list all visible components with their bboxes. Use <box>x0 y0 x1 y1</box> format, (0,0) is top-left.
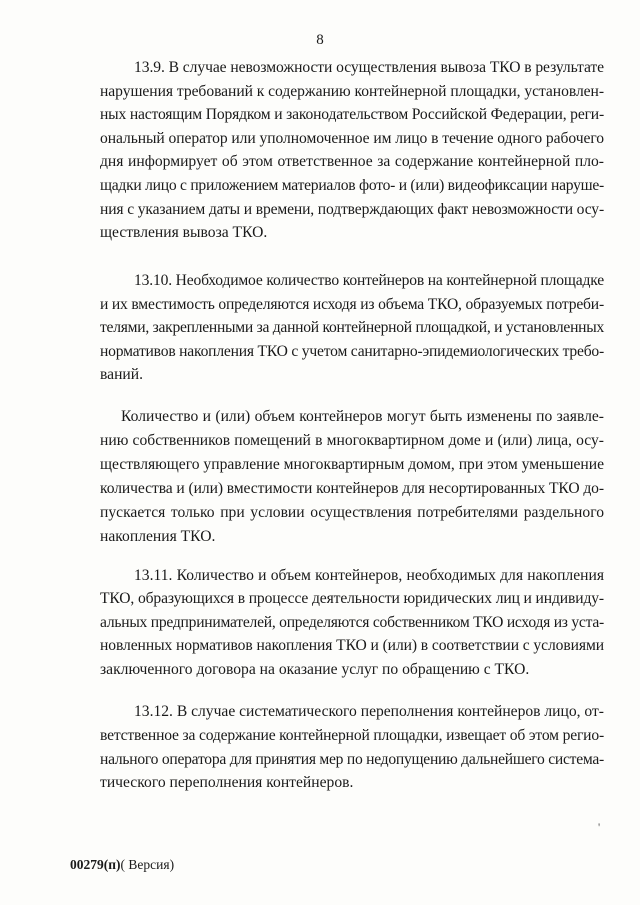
text-line: щадки лицо с приложением материалов фото- и (или) видеофиксации наруше- <box>100 177 604 194</box>
text-line: альных предпринимателей, определяются собственником ТКО исходя из уста- <box>100 613 604 631</box>
text-line: Количество и (или) объем контейнеров могут быть изменены по заявле- <box>121 408 604 425</box>
text-line: новленных нормативов накопления ТКО и (или) в соответствии с условиями <box>100 637 604 655</box>
text-line: количества и (или) вместимости контейнеров для несортированных ТКО до- <box>100 480 604 497</box>
document-footer <box>70 857 174 873</box>
text-line: 13.10. Необходимое количество контейнеров на контейнерной площадке <box>134 272 604 289</box>
text-line: 13.9. В случае невозможности осуществления вывоза ТКО в результате <box>134 59 604 76</box>
text-line: ния с указанием даты и времени, подтверждающих факт невозможности осу- <box>100 200 604 218</box>
text-line: и их вместимость определяются исходя из объема ТКО, образуемых потреби- <box>100 295 604 313</box>
text-line: ТКО, образующихся в процессе деятельности юридических лиц и индивиду- <box>100 590 604 608</box>
text-line: заключенного договора на оказание услуг по обращению с ТКО. <box>100 660 530 678</box>
text-line: ваний. <box>100 366 144 383</box>
text-line: ществляющего управление многоквартирным домом, при этом уменьшение <box>100 456 605 473</box>
margin-mark: ' <box>598 820 601 834</box>
text-line: ветственное за содержание контейнерной площадки, извещает об этом регио- <box>100 726 604 744</box>
document-version: ( Версия) <box>120 857 175 872</box>
text-line: ществления вывоза ТКО. <box>100 224 268 242</box>
text-line: дня информирует об этом ответственное за содержание контейнерной пло- <box>100 153 604 171</box>
page-number: 8 <box>316 32 324 48</box>
text-line: 13.11. Количество и объем контейнеров, необходимых для накопления <box>134 567 604 584</box>
document-code: 00279(п) <box>70 857 121 872</box>
text-line: накопления ТКО. <box>100 528 216 545</box>
text-line: ональный оператор или уполномоченное им лицо в течение одного рабочего <box>100 129 604 147</box>
text-line: тического переполнения контейнеров. <box>100 774 354 792</box>
text-line: нарушения требований к содержанию контейнерной площадки, установлен- <box>100 82 604 100</box>
text-line: ных настоящим Порядком и законодательством Российской Федерации, реги- <box>100 106 604 124</box>
text-line: пускается только при условии осуществления потребителями раздельного <box>100 504 604 521</box>
text-line: 13.12. В случае систематического переполнения контейнеров лицо, от- <box>134 703 604 720</box>
text-line: телями, закрепленными за данной контейнерной площадкой, и установленных <box>100 319 604 336</box>
text-line: нормативов накопления ТКО с учетом санитарно-эпидемиологических требо- <box>100 342 604 360</box>
text-line: нию собственников помещений в многоквартирном доме и (или) лица, осу- <box>100 432 604 449</box>
text-line: нального оператора для принятия мер по недопущению дальнейшего система- <box>100 750 604 768</box>
